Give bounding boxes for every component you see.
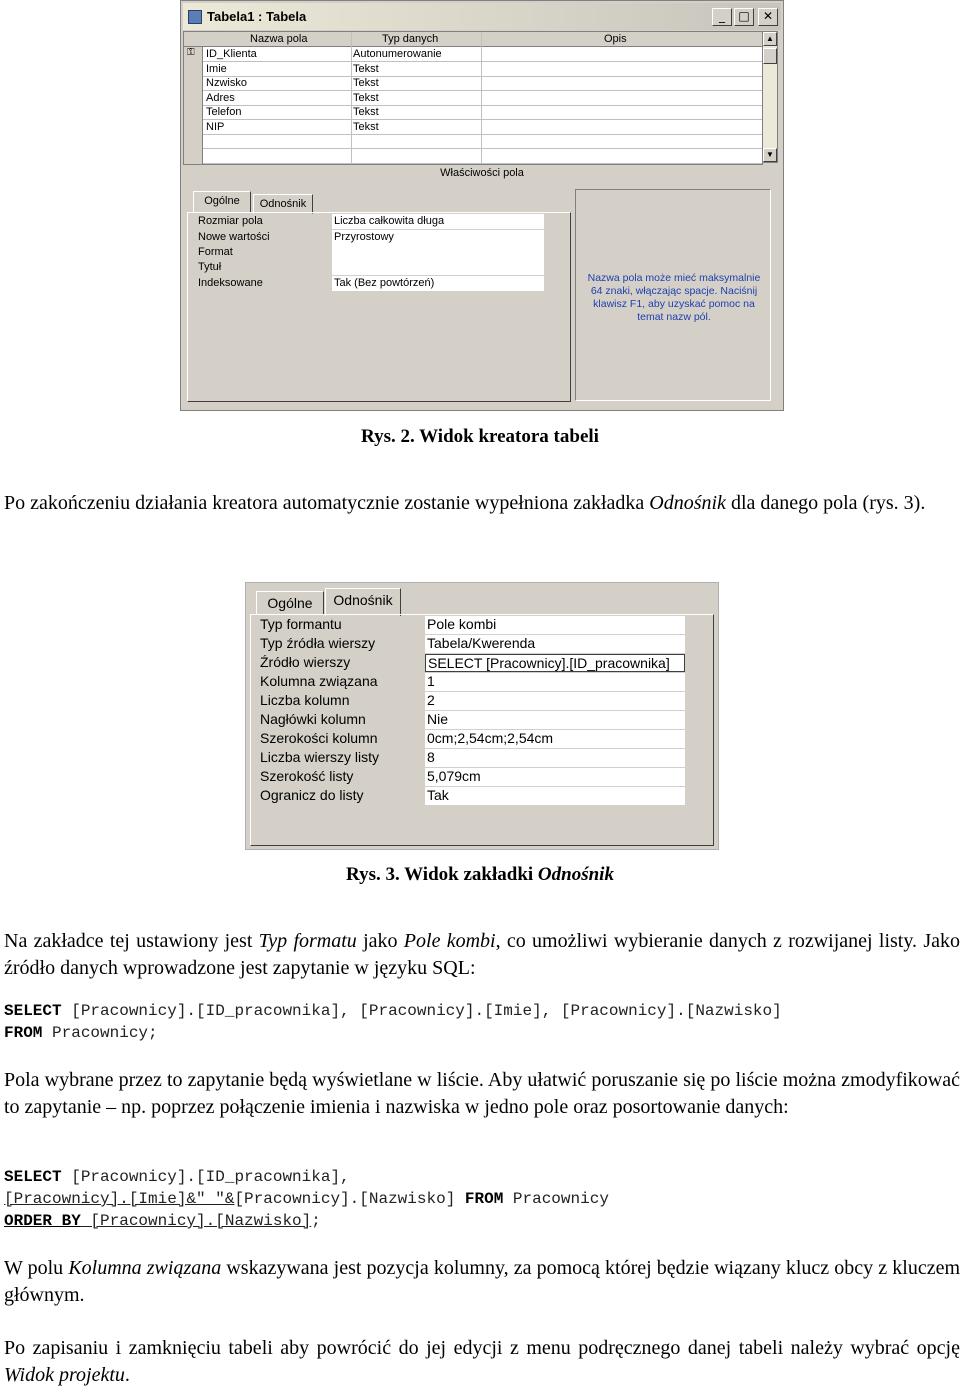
field-name[interactable]: Nzwisko	[206, 77, 247, 89]
field-name[interactable]: Adres	[206, 92, 235, 104]
figure-caption-1: Rys. 2. Widok kreatora tabeli	[361, 426, 599, 447]
scroll-thumb[interactable]	[763, 48, 777, 64]
window-title: Tabela1 : Tabela	[207, 9, 307, 24]
prop-value[interactable]: Pole kombi	[425, 616, 685, 634]
prop-value[interactable]	[332, 260, 544, 275]
prop-label: Nagłówki kolumn	[260, 711, 366, 727]
table-row[interactable]	[203, 91, 762, 106]
scroll-down-icon[interactable]: ▼	[763, 148, 777, 162]
properties-title: Właściwości pola	[440, 167, 524, 179]
scroll-up-icon[interactable]: ▲	[763, 32, 777, 46]
table-row-empty[interactable]	[203, 149, 762, 164]
field-type[interactable]: Tekst	[353, 63, 379, 75]
prop-value[interactable]: 1	[425, 673, 685, 691]
prop-value[interactable]: Tabela/Kwerenda	[425, 635, 685, 653]
paragraph-3: Pola wybrane przez to zapytanie będą wyświetlane w liście. Aby ułatwić poruszanie się po liście można zmodyfikować to zapytanie – np. poprzez połączenie imienia i nazwiska w jedno pole oraz posortowanie danych:	[4, 1069, 960, 1118]
prop-value[interactable]: Tak (Bez powtórzeń)	[332, 276, 544, 291]
figure-caption-2: Rys. 3. Widok zakładki Odnośnik	[346, 864, 614, 885]
prop-label: Nowe wartości	[198, 231, 270, 243]
prop-label: Liczba kolumn	[260, 692, 350, 708]
help-text: Nazwa pola może mieć maksymalnie 64 znaki, włączając spacje. Naciśnij klawisz F1, aby uzyskać pomoc na temat nazw pól.	[587, 272, 761, 323]
minimize-button[interactable]: _	[712, 8, 732, 26]
prop-label: Typ formantu	[260, 616, 342, 632]
sql-query-2: SELECT [Pracownicy].[ID_pracownika], [Pracownicy].[Imie]&" "&[Pracownicy].[Nazwisko] FROM Pracownicy ORDER BY [Pracownicy].[Nazwisko];	[4, 1168, 609, 1230]
prop-value[interactable]: 5,079cm	[425, 768, 685, 786]
prop-label: Liczba wierszy listy	[260, 749, 380, 765]
col-header-type[interactable]: Typ danych	[382, 33, 439, 45]
row-selector-column[interactable]	[184, 47, 203, 164]
prop-label: Format	[198, 246, 233, 258]
paragraph-5: Po zapisaniu i zamknięciu tabeli aby powrócić do jej edycji z menu podręcznego danej tabeli należy wybrać opcję Widok projektu.	[4, 1337, 960, 1386]
prop-value-selected[interactable]: SELECT [Pracownicy].[ID_pracownika]	[425, 654, 685, 672]
key-icon: ⚿	[187, 47, 195, 58]
tab-general[interactable]: Ogólne	[256, 591, 324, 615]
prop-label: Indeksowane	[198, 277, 263, 289]
field-name[interactable]: Imie	[206, 63, 227, 75]
prop-value[interactable]: Liczba całkowita długa	[332, 214, 544, 229]
close-button[interactable]: ✕	[758, 8, 778, 26]
field-type[interactable]: Tekst	[353, 121, 379, 133]
maximize-button[interactable]: □	[734, 8, 754, 26]
prop-value[interactable]: Tak	[425, 787, 685, 805]
tab-lookup[interactable]: Odnośnik	[325, 588, 401, 616]
table-row[interactable]	[203, 76, 762, 91]
tab-general[interactable]: Ogólne	[193, 191, 251, 213]
col-header-desc[interactable]: Opis	[604, 33, 627, 45]
prop-label: Szerokości kolumn	[260, 730, 378, 746]
field-name[interactable]: Telefon	[206, 106, 242, 118]
prop-value[interactable]: 8	[425, 749, 685, 767]
grid-scrollbar[interactable]	[762, 31, 778, 163]
field-grid[interactable]	[183, 31, 763, 165]
table-designer-window	[180, 0, 784, 411]
prop-value[interactable]: 2	[425, 692, 685, 710]
grid-header	[184, 32, 762, 47]
prop-value[interactable]: Przyrostowy	[332, 230, 544, 245]
help-box	[575, 189, 771, 401]
tab-lookup[interactable]: Odnośnik	[253, 194, 313, 214]
prop-value[interactable]: Nie	[425, 711, 685, 729]
sql-query-1: SELECT [Pracownicy].[ID_pracownika], [Pracownicy].[Imie], [Pracownicy].[Nazwisko] FROM Pracownicy;	[4, 1002, 782, 1042]
table-icon	[188, 10, 202, 24]
paragraph-4: W polu Kolumna związana wskazywana jest pozycja kolumny, za pomocą której będzie wiązany klucz obcy z kluczem głównym.	[4, 1257, 960, 1306]
prop-label: Źródło wierszy	[260, 654, 351, 670]
field-type[interactable]: Autonumerowanie	[353, 48, 442, 60]
prop-label: Ogranicz do listy	[260, 787, 364, 803]
field-name[interactable]: NIP	[206, 121, 225, 133]
paragraph-2: Na zakładce tej ustawiony jest Typ formatu jako Pole kombi, co umożliwi wybieranie danych z rozwijanej listy. Jako źródło danych wprowadzone jest zapytanie w języku SQL:	[4, 930, 960, 979]
field-type[interactable]: Tekst	[353, 92, 379, 104]
prop-label: Tytuł	[198, 261, 222, 273]
paragraph-1: Po zakończeniu działania kreatora automatycznie zostanie wypełniona zakładka Odnośnik dla danego pola (rys. 3).	[4, 492, 926, 514]
col-header-name[interactable]: Nazwa pola	[250, 33, 308, 45]
lookup-tab-figure	[245, 582, 719, 850]
prop-value[interactable]	[332, 245, 544, 260]
prop-label: Rozmiar pola	[198, 215, 263, 227]
prop-label: Kolumna związana	[260, 673, 378, 689]
prop-value[interactable]: 0cm;2,54cm;2,54cm	[425, 730, 685, 748]
prop-label: Typ źródła wierszy	[260, 635, 376, 651]
field-type[interactable]: Tekst	[353, 106, 379, 118]
table-row-empty[interactable]	[203, 134, 762, 149]
table-row[interactable]	[203, 62, 762, 77]
table-row[interactable]	[203, 47, 762, 62]
field-name[interactable]: ID_Klienta	[206, 48, 257, 60]
table-row[interactable]	[203, 120, 762, 135]
prop-label: Szerokość listy	[260, 768, 354, 784]
field-type[interactable]: Tekst	[353, 77, 379, 89]
table-row[interactable]	[203, 105, 762, 120]
window-titlebar	[183, 3, 781, 30]
